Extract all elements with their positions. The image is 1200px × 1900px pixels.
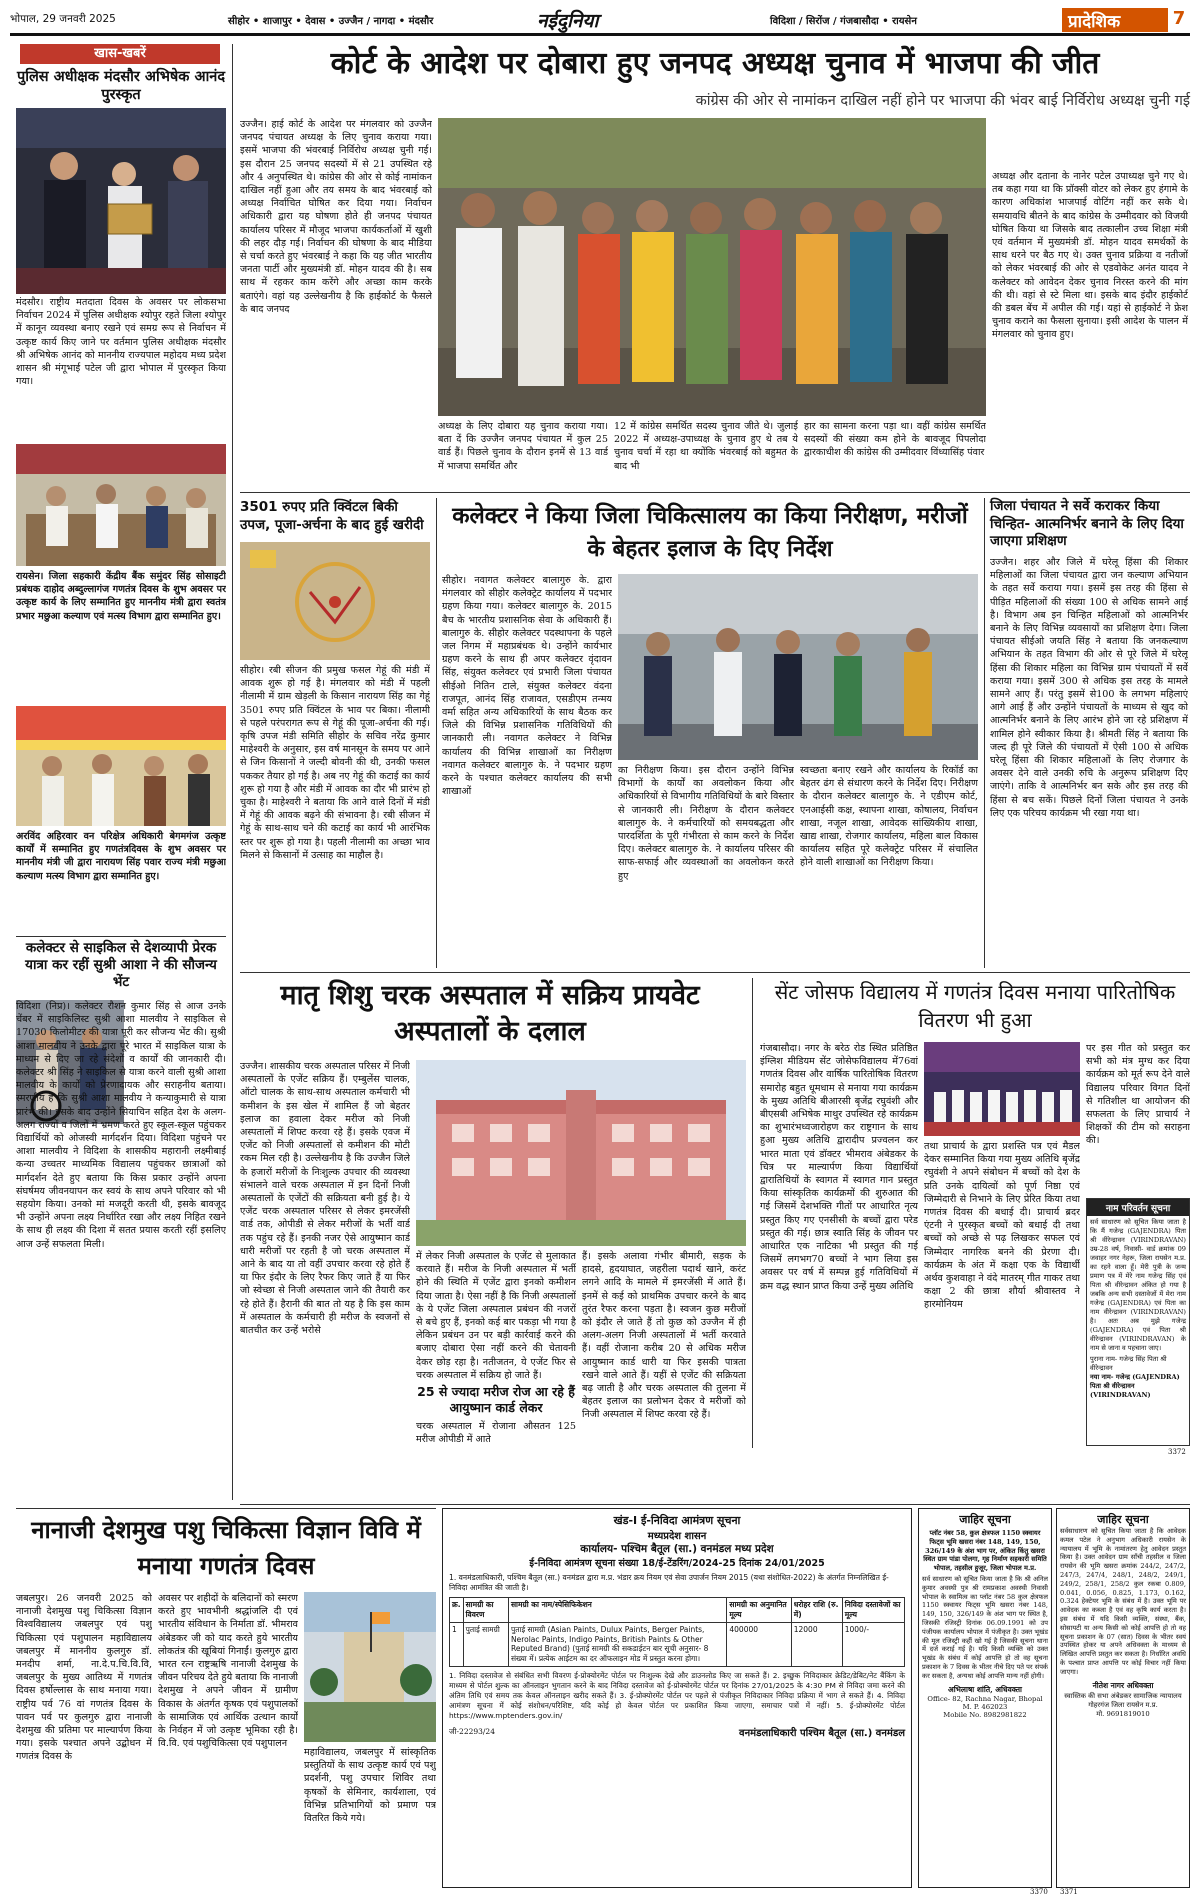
masthead [10, 8, 1190, 36]
sidebar-story1-body: मंदसौर। राष्ट्रीय मतदाता दिवस के अवसर पर लोकसभा निर्वाचन 2024 में पुलिस अधीक्षक श्योपुर रहते जिला श्योपुर में कानून व्यवस्था बनाए रखने एवं समग्र रूप से निर्वाचन में उत्कृष्ट कार्य किए जाने पर वर्तमान पुलिस अधीक्षक मंदसौर श्री अभिषेक आनंद को माननीय राज्यपाल महोदय मध्य प्रदेश शासन श्री मंगूभाई पटेल जी द्वारा भोपाल में पुरस्कृत किया गया। [16, 297, 226, 388]
vet-photo [304, 1592, 436, 1742]
wheat-photo [240, 542, 430, 660]
section-tab [1062, 8, 1190, 32]
hospital-photo [416, 1060, 746, 1246]
charak-hospital-photo [416, 1060, 746, 1246]
column-rule-wheat [436, 498, 437, 968]
plot-notice-code: 3370 [1030, 1888, 1048, 1896]
tender-col-deposit: धरोहर राशि (रु. में) [791, 1598, 842, 1623]
tender-col-material: सामग्री का विवरण [463, 1598, 508, 1623]
school-event-photo [924, 1042, 1080, 1136]
wheat-grain-photo [240, 542, 430, 660]
sidebar-photo-forest [16, 706, 226, 826]
school-col3: पर इस गीत को प्रस्तुत कर सभी को मंत्र मुग्ध कर दिया कार्यक्रम को मूर्त रूप देने वाले विद्यालय परिवार विगत दिनों से गतिशील था आयोजन की सफलता के लिए प्राचार्य ने शिक्षकों की टीम को सराहना की। [1086, 1043, 1190, 1147]
lead-col4: हार का सामना करना पड़ा था। वहीं कांग्रेस समर्थित सदस्यों की संख्या कम होने के बावजूद पिपलोदा द्वारकाधीश की कांग्रेस की उम्मीदवार विंध्यासिंह पंवार [804, 421, 986, 459]
collector-col2: का निरीक्षण किया। इस दौरान उन्होंने विभिन्न विभागों के कार्यों का अवलोकन किया और अधिकारियों से विभागीय गतिविधियों के बारे विस्तार से जानकारी ली। निरीक्षण के दौरान कलेक्टर बालागुरु के. ने कर्मचारियों को समयबद्धता और पारदर्शिता के पूरी गंभीरता से काम करने के निर्देश दिए। कलेक्टर बालागुरु के. ने कार्यालय परिसर की साफ-सफाई और व्यवस्थाओं का अवलोकन करते हुए [618, 765, 794, 882]
plot-notice-title: जाहिर सूचना [959, 1513, 1011, 1526]
lead-bottom-rule [240, 492, 1190, 493]
column-rule-left [232, 44, 233, 1500]
sidebar-label-text: खास-खबरें [94, 46, 146, 61]
collector-headline: कलेक्टर ने किया जिला चिकित्सालय का किया निरीक्षण, मरीजों के बेहतर इलाज के दिए निर्देश [452, 503, 968, 562]
lead-headline: कोर्ट के आदेश पर दोबारा हुए जनपद अध्यक्ष चुनाव में भाजपा की जीत [330, 46, 1100, 81]
land-notice-address: स्वास्तिक की सभा अंबेडकर सामाजिक न्यायालय गोहरगंज जिला रायसेन म.प्र. [1064, 1691, 1182, 1709]
plot-notice-body: सर्व साधारण को सूचित किया जाता है कि श्री अनिल कुमार अवस्थी पुत्र श्री रामप्रकाश अवस्थी निवासी भोपाल के स्वामित्व का प्लॉट नंबर 58 कुल क्षेत्रफल 1150 स्क्वायर फिट्स भूमि खसरा नंबर 148, 149, 150, 326/149 के अंश भाग पर स्थित है, जिसकी रजिस्ट्री दिनांक 06.09.1991 को उप पंजीयक कार्यालय भोपाल में पंजीकृत है। उक्त भूखंड की मूल रजिस्ट्री कहीं खो गई है जिसकी सूचना थाना में दर्ज कराई गई है। यदि किसी व्यक्ति को उक्त भूखंड के संबंध में कोई आपत्ति हो तो वह सूचना प्रकाशन के 7 दिवस के भीतर नीचे दिए पते पर संपर्क कर सकता है, अन्यथा कोई आपत्ति मान्य नहीं होगी। [922, 1574, 1048, 1680]
hospital-col3: हैं। इसके अलावा गंभीर बीमारी, सड़क के हादसे, हृदयाघात, जहरीला पदार्थ खाने, करंट लगने आदि के मामले में इमरजेंसी में आते हैं। इनमें से कई को प्राथमिक उपचार करने के बाद तुरंत रैफर करना पड़ता है। स्वजन कुछ मरीजों को इंदौर ले जाते हैं तो कुछ को उज्जैन में ही अलग-अलग निजी अस्पतालों में भर्ती करवाते हैं। वहीं रोजाना करीब 20 से अधिक मरीज आयुष्मान कार्ड धारी या फिर इसकी पात्रता रखने वाले आते हैं। यहीं से एजेंट की सक्रियता बढ़ जाती है और चरक अस्पताल की तुलना में बेहतर इलाज का प्रलोभन देकर वे मरीजों को निजी अस्पताल में शिफ्ट करवा रहे हैं। [582, 1251, 746, 1421]
tender-cell-no: 1 [450, 1623, 464, 1667]
sidebar-story1-headline: पुलिस अधीक्षक मंदसौर अभिषेक आनंद पुरस्कृत [16, 69, 226, 103]
plot-notice-lead: प्लॉट नंबर 58, कुल क्षेत्रफल 1150 स्क्वायर फिट्स भूमि खसरा नंबर 148, 149, 150, 326/149 के अंश भाग पर, अंकित किंतु खसरा स्थित ग्राम पांडा पोलगा, गृह निर्माण सहकारी समिति भोपाल, तहसील हुजूर, जिला भोपाल म.प्र. [923, 1529, 1047, 1573]
tender-head-4: ई-निविदा आमंत्रण सूचना संख्या 18/ई-टेंडरिंग/2024-25 दिनांक 24/01/2025 [529, 1558, 825, 1569]
masthead-logo: नईदुनिया [537, 10, 599, 32]
vet-col2: अवसर पर शहीदों के बलिदानों को स्मरण करते हुए भावभीनी श्रद्धांजलि दी एवं भारतीय संविधान के निर्माता डॉ. भीमराव अंबेडकर जी को याद करते हुये भारतीय लोकतंत्र की खूबियां गिनाईं। कुलगुरु द्वारा भारत रत्न राष्ट्रऋषि नानाजी देशमुख के जीवन परिचय देते हुये बताया कि नानाजी देशमुख ने अपने जीवन में ग्रामीण विकास के अंतर्गत कृषक एवं पशुपालकों के सामाजिक एवं आर्थिक उत्थान कार्यों के निर्वहन में जो उत्कृष्ट भूमिका रही है। वि.वि. एवं पशुचिकित्सा एवं पशुपालन [158, 1593, 298, 1750]
school-col1: गंजबासौदा। नगर के बरेठ रोड स्थित प्रतिष्ठित इंग्लिश मीडियम सेंट जोसेफविद्यालय में76वां गणतंत्र दिवस और वार्षिक पारितोषिक वितरण समारोह बहुत धूमधाम से मनाया गया कार्यक्रम के मुख्य अतिथि बीआरसी बृजेंद्र रघुवंशी और बीएसबी अभिषेक माथुर उपस्थित रहे कार्यक्रम का शुभारंभध्वजारोहण कर राष्ट्रगान के साथ हुआ मुख्य अतिथि द्वारादीप प्रज्वलन कर भारत माता एवं डॉक्टर भीमराव अंबेडकर के चित्र पर माल्यार्पण किया विद्यार्थियों द्वारातिथियों के स्वागत में स्वागत गान प्रस्तुत किया सांस्कृतिक कार्यक्रमों की शुरुआत की गई जिसमें देशभक्ति गीतों पर आधारित नृत्य प्रस्तुत किए गए एनसीसी के बच्चों द्वारा परेड प्रस्तुत की गई। छात्र स्वाति सिंह के जीवन पर आधारित एक नाटिका भी प्रस्तुत की गई जिसमें लगभग70 बच्चों ने भाग लिया इस अवसर पर वर्ष में सम्पन्न हुई गतिविधियों में क्रम वद्ध स्थान प्राप्त किया उन्हें मुख्य अतिथि [760, 1043, 918, 1292]
wheat-body: सीहोर। रबी सीजन की प्रमुख फसल गेहूं की मंडी में आवक शुरू हो गई है। मंगलवार को मंडी में पहली नीलामी में ग्राम खेड़ली के किसान नारायण सिंह का गेहूं 3501 रुपए प्रति क्विंटल के भाव पर बिका। नीलामी से पहले परंपरागत रूप से गेहूं की पूजा-अर्चना की गई। कृषि उपज मंडी समिति सीहोर के सचिव नरेंद्र कुमार माहेश्वरी के अनुसार, इस वर्ष मानसून के समय पर आने से जिन किसानों ने जल्दी बोवनी की थी, उनकी फसल पककर तैयार हो गई है। अब नए गेहूं की कटाई का कार्य शुरू हो गया है और मंडी में आवक का दौर भी प्रारंभ हो चुका है। माहेश्वरी ने बताया कि आने वाले दिनों में मंडी में गेहूं की आवक बढ़ने की संभावना है। रबी सीजन में गेहूं के साथ-साथ चने की कटाई का कार्य भी आरंभिक स्तर पर शुरू हो गया है। पहली नीलामी का अच्छा भाव मिलने से किसानों में उत्साह का माहौल है। [240, 665, 430, 861]
name-change-body: सर्व साधारण को सूचित किया जाता है कि मैं गजेन्द्र (GAJENDRA) पिता श्री वीरेन्द्रावन (VIRINDRAVAN) उम्र-28 वर्ष, निवासी- वार्ड क्रमांक 09 जवाहर नगर नेहरू, जिला रायसेन म.प्र. का रहने वाला हूँ। मेरी पुत्री के जन्म प्रमाण पत्र में मेरे नाम गजेन्द्र सिंह एवं पिता श्री वीरेन्द्रावन अंकित हो गया है जबकि अन्य सभी दस्तावेजों में मेरा नाम गजेन्द्र (GAJENDRA) एवं पिता का नाम वीरेन्द्रावन (VIRINDRAVAN) है। अतः अब मुझे गजेन्द्र (GAJENDRA) एवं पिता श्री वीरेन्द्रावन (VIRINDRAVAN) के नाम से जाना व पहचाना जाए। [1090, 1218, 1186, 1352]
vet-col1: जबलपुर। 26 जनवरी 2025 को नानाजी देशमुख पशु चिकित्सा विज्ञान विश्वविद्यालय जबलपुर एवं पशु चिकित्सा एवं पशुपालन महाविद्यालय जबलपुर में माननीय कुलगुरु डॉ. मनदीप शर्मा, ना.दे.प.चि.वि.वि, जबलपुर के मुख्य आतिथ्य में गणतंत्र दिवस हर्षोल्लास के साथ मनाया गया। राष्ट्रीय पर्व 76 वां गणतंत्र दिवस के पावन पर्व पर कुलगुरु द्वारा नानाजी देशमुख की प्रतिमा पर माल्यार्पण किया गया। इसके पश्चात अपने उद्बोधन में गणतंत्र दिवस के [16, 1593, 152, 1763]
masthead-date: भोपाल, 29 जनवरी 2025 [10, 13, 116, 25]
tender-col-value: सामग्री का अनुमानित मूल्य [727, 1598, 791, 1623]
name-change-sign-new: नया नाम- गजेन्द्र (GAJENDRA) पिता श्री वीरेन्द्रावन (VIRINDRAVAN) [1090, 1373, 1180, 1399]
sidebar-divider [16, 936, 226, 937]
sidebar-story4-headline: कलेक्टर से साइकिल से देशव्यापी प्रेरक यात्रा कर रहीं सुश्री आशा ने की सौजन्य भेंट [25, 940, 217, 990]
hospital-sub-headline: 25 से ज्यादा मरीज रोज आ रहे हैं आयुष्मान कार्ड लेकर [417, 1384, 575, 1415]
column-rule-panchayat [984, 498, 985, 968]
school-headline: सेंट जोसफ विद्यालय में गणतंत्र दिवस मनाया पारितोषिक वितरण भी हुआ [774, 980, 1176, 1032]
tender-cell-spec: पुताई सामग्री (Asian Paints, Dulux Paints, Berger Paints, Nerolac Paints, Indigo Paints, British Paints & Other Reputed Brand) (पुताई सामग्री की सकडाईटन बार सूची अनुसार- 8 संख्या में। प्रत्येक आईटम का दर ऑफलाइन मोड में प्रस्तुत करना होगा। [508, 1623, 726, 1667]
tender-head-3: कार्यालय- पश्चिम बैतूल (सा.) वनमंडल मध्य प्रदेश [580, 1543, 774, 1555]
hospital-headline: मातृ शिशु चरक अस्पताल में सक्रिय प्रायवेट अस्पतालों के दलाल [280, 980, 700, 1047]
name-change-sign-old: पुराना नाम- गजेन्द्र सिंह पिता श्री वीरेन्द्रावन [1090, 1355, 1167, 1372]
table-row [450, 1623, 905, 1667]
tender-cell-value: 400000 [727, 1623, 791, 1667]
panchayat-body: उज्जैन। शहर और जिले में घरेलू हिंसा की शिकार महिलाओं का जिला पंचायत द्वारा जन कल्याण अभियान के तहत सर्वे कराया गया। इसमें इस तरह की हिंसा से पीड़ित महिलाओं की संख्या 100 से अधिक सामने आई है। विभाग अब इन चिन्हित महिलाओं को आत्मनिर्भर बनाने के लिए विभिन्न व्यवसायों का प्रशिक्षण देगा। जिला पंचायत सीईओ जयति सिंह ने बताया कि जनकल्याण अभियान के तहत विभाग की ओर से पूरे जिले में घरेलू हिंसा की शिकार महिला का विभिन्न ग्राम पंचायतों में सर्वे कराया गया। इसमें 300 से अधिक इस तरह के मामले सामने आए हैं। परंतु इसमें से100 के लगभग महिलाएं आगे आई हैं और उन्होंने पंचायतों के माध्यम से खुद को आत्मनिर्भर बनाने के लिए आरंभ होने जा रहे प्रशिक्षण में शामिल होने स्वीकार किया है। श्रीमती सिंह ने बताया कि जल्द ही पूरे जिले की पंचायतों में ऐसी 100 से अधिक घरेलू हिंसा की शिकार महिलाओं के लिए रोजगार के अवसर देने वाले उनकी रुचि के अनुरूप प्रशिक्षण दिए जाएंगे। ताकि वे आत्मनिर्भर बन सके और इस तरह की हिंसा से बच सकें। पिछले दिनों जिला पंचायत ने उनके लिए एक परिचय कार्यक्रम भी रखा गया था। [990, 557, 1188, 819]
tender-col-spec: सामग्री का नाम/स्पेसिफिकेशन [508, 1598, 726, 1623]
land-notice-firm: नीतेश नागर अधिवक्ता [1092, 1680, 1154, 1690]
section-label: प्रादेशिक [1068, 12, 1121, 32]
forest-award-photo [16, 706, 226, 826]
tender-head-1: खंड-I ई-निविदा आमंत्रण सूचना [613, 1514, 741, 1527]
masthead-cities-left: सीहोर • शाजापुर • देवास • उज्जैन / नागदा • मंदसौर [228, 16, 434, 27]
masthead-cities-right: विदिशा / सिरोंज / गंजबासौदा • रायसेन [770, 16, 917, 27]
tender-sign: वनमंडलाधिकारी पश्चिम बैतूल (सा.) वनमंडल [739, 1728, 905, 1739]
land-notice-title: जाहिर सूचना [1097, 1513, 1149, 1526]
plot-notice-address: Office- 82, Rachna Nagar, Bhopal M. P. 462023 [927, 1694, 1043, 1711]
tender-code: जी-22293/24 [449, 1727, 495, 1736]
page-number: 7 [1168, 8, 1190, 32]
school-col2: तथा प्राचार्य के द्वारा प्रशस्ति पत्र एवं मैडल देकर सम्मानित किया गया मुख्य अतिथि बृजेंद्र रघुवंशी ने अपने संबोधन में बच्चों को देश के प्रति उनके दायित्वों को पूर्ण निष्ठा एवं जिम्मेदारी से निभाने के लिए प्रेरित किया तथा गणतंत्र दिवस की बधाई दी। प्राचार्य ब्रदर एंटनी ने पुरस्कृत बच्चों को बधाई दी तथा बच्चों को अच्छे से पढ़ लिखकर सफल एवं जिम्मेदार नागरिक बनने की प्रेरणा दी। कार्यक्रम के अंत में कक्षा एक के विद्यार्थी अर्थव कुशवाहा ने वंदे मातरम् गीत गाकर तथा कक्षा 2 की छात्रा शौर्या श्रीवास्तव ने हारमोनियम [924, 1141, 1080, 1311]
hospital-col2: में लेकर निजी अस्पताल के एजेंट से मुलाकात करवाते हैं। मरीज के निजी अस्पताल में भर्ती होने की स्थिति में एजेंट द्वारा इनको कमीशन दिया जाता है। ऐसा नहीं है कि निजी अस्पतालों के ये एजेंट जिला अस्पताल प्रबंधन की नजरों से बचे हुए हैं, इनको कई बार पकड़ा भी गया है लेकिन प्रबंधन उन पर बड़ी कार्रवाई करने की बजाए दोबारा ऐसा नहीं करने की चेतावनी देकर छोड़ रहा है। नतीजतन, ये एजेंट फिर से चरक अस्पताल में सक्रिय हो जाते हैं। [416, 1251, 576, 1381]
bottom-story-rule [240, 1504, 1190, 1505]
school-photo [924, 1042, 1080, 1136]
tender-col-doc-price: निविदा दस्तावेजों का मूल्य [842, 1598, 904, 1623]
tender-notice [442, 1508, 912, 1888]
land-notice-mobile: मो. 9691819010 [1096, 1709, 1150, 1718]
column-rule-school [752, 978, 753, 1448]
tender-notes: 1. निविदा दस्तावेज से संबंधित सभी विवरण ई-प्रोक्योरमेंट पोर्टल पर निःशुल्क देखे और डाउनलोड किए जा सकते हैं। 2. इच्छुक निविदाकार क्रेडिट/डेबिट/नेट बैंकिंग के माध्यम से पोर्टल शुल्क का ऑनलाइन भुगतान करने के बाद निविदा दस्तावेज को ई-प्रोक्योरमेंट पोर्टल पर दिनांक 27/01/2025 के 4:30 PM से निविदा जमा करने की अंतिम तिथि एवं समय तक केवल ऑनलाइन खरीद सकते हैं। 3. ई-प्रोक्योरमेंट पोर्टल पर पहले से पंजीकृत निविदाकार निविदा प्रक्रिया में भाग ले सकते हैं। 4. निविदा आमंत्रण सूचना में कोई संशोधन/परिशिष्ट, यदि कोई हो केवल पोर्टल पर प्रकाशित किया जाएगा, समाचार पत्रों में नहीं। 5. ई-प्रोक्योरमेंट पोर्टल https://www.mptenders.gov.in/ [449, 1671, 905, 1720]
tender-col-no: क्र. [450, 1598, 464, 1623]
lead-photo-voters [438, 118, 986, 416]
name-change-code: 3372 [1168, 1448, 1186, 1456]
hospital-inspection-photo [618, 574, 978, 760]
collector-col3: स्वच्छता बनाए रखने और कार्यालय के रिकॉर्ड का बेहतर ढंग से संधारण करने के निर्देश दिए। निरीक्षण के दौरान कलेक्टर बालागुरु के. ने एडीएम कोर्ट, एनआईसी कक्ष, स्थापना शाखा, कोषालय, निर्वाचन शाखा, नजूल शाखा, आवेदक सांख्यिकीय शाखा, खाद्य शाखा, रोजगार कार्यालय, महिला बाल विकास कार्यालय सहित पूरे कलेक्ट्रेट परिसर में संचालित होने वाली शाखाओं का निरीक्षण किया। [800, 765, 978, 869]
tender-cell-material: पुताई सामग्री [463, 1623, 508, 1667]
lead-col2: अध्यक्ष के लिए दोबारा यह चुनाव कराया गया। बता दें कि उज्जैन जनपद पंचायत में कुल 25 वार्ड हैं। पिछले चुनाव के दौरान इनमें से 13 वार्ड में भाजपा समर्थित और [438, 421, 608, 472]
panchayat-headline: जिला पंचायत ने सर्वे कराकर किया चिन्हित- आत्मनिर्भर बनाने के लिए दिया जाएगा प्रशिक्षण [990, 498, 1184, 549]
vet-top-rule [16, 1508, 436, 1509]
land-notice-body: सर्वसाधारण को सूचित किया जाता है कि आवेदक कमल पटेल ने अनुभाग अधिकारी रायसेन के न्यायालय में भूमि के नामांतरण हेतु आवेदन प्रस्तुत किया है। उक्त आवेदन ग्राम साँची तहसील व जिला रायसेन की भूमि खसरा क्रमांक 244/2, 247/2, 247/3, 247/4, 248/1, 248/2, 249/1, 249/2, 258/1, 258/2 कुल रकबा 0.809, 0.041, 0.056, 0.825, 1.173, 0.162, 0.324 हेक्टेयर भूमि के संबंध में है। उक्त भूमि पर आवेदक का कब्जा है एवं वह कृषि कार्य करता है। इस संबंध में यदि किसी व्यक्ति, संस्था, बैंक, सोसायटी या अन्य किसी को कोई आपत्ति हो तो वह सूचना प्रकाशन के 07 (सात) दिवस के भीतर स्वयं उपस्थित होकर या अपने अधिवक्ता के माध्यम से लिखित आपत्ति प्रस्तुत कर सकता है। निर्धारित अवधि के पश्चात प्राप्त आपत्ति पर कोई विचार नहीं किया जाएगा। [1060, 1527, 1186, 1676]
lead-col5: अध्यक्ष और दताना के नानेर पटेल उपाध्यक्ष चुने गए थे। तब कहा गया था कि प्रॉक्सी वोटर को लेकर हुए हंगामे के कारण अधिकांश भाजपाई वोटिंग नहीं कर सके थे। समयावधि बीतने के बाद कांग्रेस के उम्मीदवार को विजयी घोषित किया था जिसके बाद तत्कालीन उच्च शिक्षा मंत्री एवं वर्तमान में मुख्यमंत्री डॉ. मोहन यादव समर्थकों के साथ धरने पर बैठ गए थे। उक्त चुनाव प्रक्रिया व नतीजों को लेकर भंवरबाई की ओर से एडवोकेट अनंत यादव ने कलेक्टर को आवेदन देकर चुनाव निरस्त करने की मांग की थी। वहां से स्टे मिला था। इसके बाद इंदौर हाईकोर्ट की डबल बेंच में अपील की गई। यहां से हाईकोर्ट ने फ्रेश चुनाव कराने का फैसला सुनाया। इसी आदेश के पालन में मंगलवार को चुनाव हुए। [992, 171, 1188, 341]
tender-head-2: मध्यप्रदेश शासन [647, 1531, 707, 1542]
public-notice-plot [918, 1508, 1052, 1888]
vet-headline: नानाजी देशमुख पशु चिकित्सा विज्ञान विवि में मनाया गणतंत्र दिवस [31, 1516, 421, 1580]
tender-intro: 1. वनमंडलाधिकारी, पश्चिम बैतूल (सा.) वनमंडल द्वारा म.प्र. भंडार क्रय नियम एवं सेवा उपार्जन नियम 2015 (यथा संशोधित-2022) के अंतर्गत निम्नलिखित ई-निविदा आमंत्रित की जाती है। [449, 1573, 889, 1592]
tender-cell-deposit: 12000 [791, 1623, 842, 1667]
name-change-title: नाम परिवर्तन सूचना [1087, 1199, 1189, 1216]
tender-cell-doc-price: 1000/- [842, 1623, 904, 1667]
lead-subhead: कांग्रेस की ओर से नामांकन दाखिल नहीं होने पर भाजपा की भंवर बाई निर्विरोध अध्यक्ष चुनी गई [695, 93, 1190, 109]
plot-notice-firm: अभिलाषा शांति, अधिवक्ता [947, 1684, 1023, 1694]
bank-event-photo [16, 444, 226, 566]
tender-table [449, 1597, 905, 1667]
wheat-headline: 3501 रुपए प्रति क्विंटल बिकी उपज, पूजा-अर्चना के बाद हुई खरीदी [240, 499, 424, 533]
sidebar-story2-body: रायसेन। जिला सहकारी केंद्रीय बैंक समुंदर सिंह सोसाइटी प्रबंधक दाहोद अब्दुल्लागंज गणतंत्र दिवस के शुभ अवसर पर उत्कृष्ट कार्य के लिए सम्मानित हुए माननीय मंत्री द्वारा स्वतंत्र प्रभार मछुआ कल्याण एवं मत्स्य विभाग द्वारा सम्मानित हुए। [16, 571, 226, 622]
hospital-sub-body: चरक अस्पताल में रोजाना औसतन 125 मरीज ओपीडी में आते [416, 1421, 576, 1446]
lead-col1: उज्जैन। हाई कोर्ट के आदेश पर मंगलवार को उज्जैन जनपद पंचायत अध्यक्ष के लिए चुनाव कराया गया। इसमें भाजपा की भंवरबाई निर्विरोध अध्यक्ष चुनी गई। इस दौरान 25 जनपद सदस्यों में से 21 उपस्थित रहे और 4 अनुपस्थित थे। कांग्रेस की ओर से कोई नामांकन दाखिल नहीं हुआ और तय समय के बाद भंवरबाई को अध्यक्ष निर्वाचित घोषित कर दिया गया। निर्वाचन अधिकारी द्वारा यह घोषणा होते ही जनपद पंचायत कार्यालय परिसर में मौजूद भाजपा कार्यकर्ताओं में खुशी की लहर दौड़ गई। निर्वाचन की घोषणा के बाद मीडिया से चर्चा करते हुए भंवरबाई ने कहा कि यह जीत भारतीय जनता पार्टी और मुख्यमंत्री डॉ. मोहन यादव की है। सब साथ में रहकर काम करेंगे और अच्छा काम करके बताएंगे। वहां यह उल्लेखनीय है कि हाईकोर्ट के फैसले के बाद जनपद [240, 119, 432, 315]
collector-col1: सीहोर। नवागत कलेक्टर बालागुरु के. द्वारा मंगलवार को सीहोर कलेक्ट्रेट कार्यालय में पदभार ग्रहण किया गया। कलेक्टर बालागुरु के. 2015 बैच के भारतीय प्रशासनिक सेवा के अधिकारी हैं। बालागुरु के. सीहोर कलेक्टर पदस्थापना के पहले जल निगम में महाप्रबंधक थे। उन्होंने कार्यभार ग्रहण करने के साथ ही अपर कलेक्टर वृंदावन सिंह, संयुक्त कलेक्टर एवं प्रभारी जिला पंचायत सीईओ नितिन टाले, संयुक्त कलेक्टर वंदना राजपूत, आनंद सिंह राजावत, एसडीएम तन्मय वर्मा सहित अन्य अधिकारियों के साथ बैठक कर जिले की विभिन्न प्रशासनिक गतिविधियों की जानकारी ली। नवागत कलेक्टर ने विभिन्न कार्यालय की विभिन्न शाखाओं का निरीक्षण नवागत कलेक्टर बालागुरु के. ने पदभार ग्रहण करने के पश्चात कलेक्टर कार्यालय की सभी शाखाओं [442, 575, 612, 798]
middle-rule [240, 972, 1190, 973]
hospital-col1: उज्जैन। शासकीय चरक अस्पताल परिसर में निजी अस्पतालों के एजेंट सक्रिय हैं। एम्बुलेंस चालक, ऑटो चालक के साथ-साथ अस्पताल कर्मचारी भी कमीशन के इस खेल में शामिल हैं जो बेहतर इलाज का हवाला देकर मरीज को निजी अस्पतालों में शिफ्ट करवा रहे हैं। इसके एवज में एजेंट को निजी अस्पतालों से कमीशन की मोटी रकम मिल रही है। उल्लेखनीय है कि उज्जैन जिले के हजारों मरीजों के निःशुल्क उपचार की व्यवस्था संभालने वाले चरक अस्पताल में इन दिनों निजी अस्पतालों के एजेंटों की सक्रियता बनी हुई है। ये एजेंट चरक अस्पताल परिसर से लेकर इमरजेंसी वार्ड तक, ओपीडी से लेकर मरीजों के भर्ती वार्ड तक पहुंच रहे हैं। इनकी नजर ऐसे आयुष्मान कार्ड धारी मरीजों पर रहती है जो चरक अस्पताल में आने के बाद या तो वहीं उपचार करवा रहे होते हैं या फिर इंदौर के लिए रैफर किए जाते हैं या फिर जो स्वेच्छा से निजी अस्पताल जाने की तैयारी कर रहे होते हैं। हैरानी की बात तो यह है कि इस काम में अस्पताल के कर्मचारी ही मरीज के स्वजनों से बातचीत कर उन्हें भरोसे [240, 1061, 410, 1337]
name-change-notice [1086, 1198, 1190, 1446]
sidebar-story4-body: विदिशा (निप्र)। कलेक्टर रौशन कुमार सिंह से आज उनके चेंबर में साइकिलिस्ट सुश्री आशा मालवीय ने साइकिल से 17030 किलोमीटर की यात्रा पूरी कर सौजन्य भेंट की। सुश्री आशा मालवीय ने उनके द्वारा पूरे भारत में साइकिल यात्रा के माध्यम से दिए जा रहे संदेशों व कार्यों की जानकारी दी। कलेक्टर श्री सिंह ने साइकिल से यात्रा करने वाली सुश्री आशा मालवीय के कार्यों को प्रेरणादायक और सराहनीय बताया। स्मरणीय है कि सुश्री आशा मालवीय ने कन्याकुमारी से यात्रा प्रारंभ की। इसके बाद उन्होंने सियाचिन सहित देश के अलग-अलग राज्यों व जिलों में भ्रमण करते हुए स्कूल-स्कूल पहुंचकर विद्यार्थियों को ओजस्वी मार्गदर्शन दिया। विदिशा पहुंचने पर आशा मालवीय ने विदिशा के शासकीय महारानी लक्ष्मीबाई कन्या उच्चतर माध्यमिक विद्यालय पहुंचकर छात्राओं को मार्गदर्शन देते हुए बताया कि किस प्रकार उन्होंने अपना संघर्षमय जीवनयापन कर स्वयं के साथ अपने परिवार को भी सहयोग किया। उनको मां मजदूरी करती थी, इसके बावजूद भी उन्होंने अपना लक्ष्य निर्धारित रखा और लक्ष्य निहित रखने के साथ ही लक्ष्य की दिशा में सतत प्रयास करती रहीं इसलिए आज उन्हें सफलता मिली। [16, 1001, 226, 1250]
award-photo [16, 108, 226, 294]
sidebar-story3-body: अरविंद अहिरवार वन परिक्षेत्र अधिकारी बेगमगंज उत्कृष्ट कार्यों में सम्मानित हुए गणतंत्रदिवस के शुभ अवसर पर माननीय मंत्री जी द्वारा नारायण सिंह पवार राज्य मंत्री मछुआ कल्याण मत्स्य विभाग द्वारा सम्मानित हुए। [16, 831, 226, 882]
voters-photo [438, 118, 986, 416]
sidebar-photo-award [16, 108, 226, 294]
public-notice-land [1056, 1508, 1190, 1888]
lead-col3: 12 में कांग्रेस समर्थित सदस्य चुनाव जीते थे। जुलाई 2022 में अध्यक्ष-उपाध्यक्ष के चुनाव हुए थे तब ये चुनाव चर्चा में रहा था क्योंकि भंवरबाई को बहुमत के बाद भी [614, 421, 798, 472]
sidebar-label [20, 44, 220, 64]
collector-photo [618, 574, 978, 760]
sidebar-photo-bank [16, 444, 226, 566]
vet-col3: महाविद्यालय, जबलपुर में सांस्कृतिक प्रस्तुतियों के साथ उत्कृष्ट कार्य एवं पशु प्रदर्शनी, पशु उपचार शिविर तथा कृषकों के सेमिनार, कार्यशाला, एवं विभिन्न प्रतिभागियों को प्रमाण पत्र वितरित किये गये। [304, 1747, 436, 1825]
tender-table-header [450, 1598, 905, 1623]
plot-notice-mobile: Mobile No. 8982981822 [943, 1710, 1027, 1719]
land-notice-code: 3371 [1060, 1888, 1078, 1896]
vet-university-photo [304, 1592, 436, 1742]
